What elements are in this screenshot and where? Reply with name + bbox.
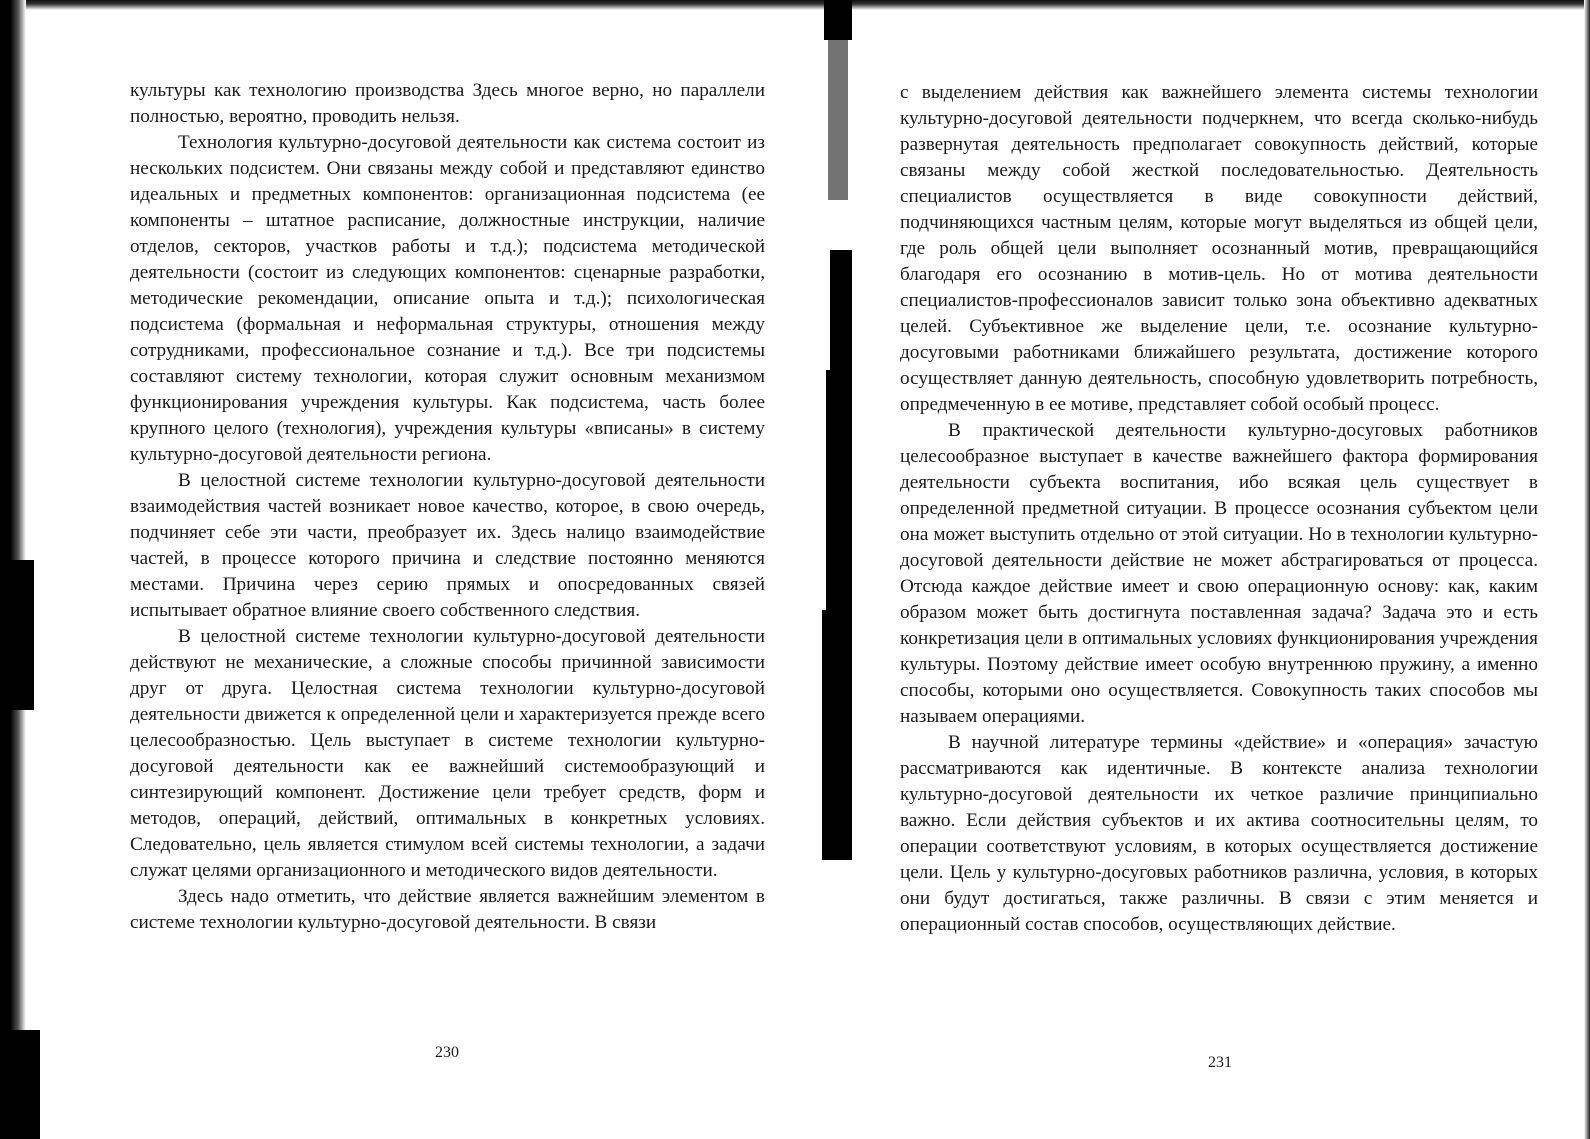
paragraph: культуры как технологию производства Здесь многое верно, но параллели полностью, вероятно, проводить нельзя. bbox=[130, 80, 765, 127]
paragraph: В практической деятельности культурно-досуговых работников целесообразное выступает в качестве важнейшего фактора формирования деятельности субъекта воспитания, ибо всякая цель существует в определенной предметной ситуации. В процессе осознания субъектом цели она может выступить отдельно от этой ситуации. Но в технологии культурно-досуговой деятельности действие не может абстрагироваться от процесса. Отсюда каждое действие имеет и свою операционную основу: как, каким образом может быть достигнута поставленная задача? Задача это и есть конкретизация цели в оптимальных условиях функционирования учреждения культуры. Поэтому действие имеет особую внутреннюю пружину, а именно способы, которыми оно осуществляется. Совокупность таких способов мы называем операциями. bbox=[900, 420, 1538, 727]
scan-top-border bbox=[0, 0, 1590, 10]
book-spine-shadow bbox=[818, 0, 856, 1139]
left-edge-shadow-lower bbox=[0, 1030, 40, 1139]
right-page-text bbox=[900, 80, 1538, 938]
paragraph: В целостной системе технологии культурно-досуговой деятельности взаимодействия частей возникает новое качество, которое, в свою очередь, подчиняет себе эти части, преобразует их. Здесь налицо взаимодействие частей, в процессе которого причина и следствие постоянно меняются местами. Причина через серию прямых и опосредованных связей испытывает обратное влияние своего собственного следствия. bbox=[130, 470, 765, 621]
paragraph: В целостной системе технологии культурно-досуговой деятельности действуют не механические, а сложные способы причинной зависимости друг от друга. Целостная система технологии культурно-досуговой деятельности движется к определенной цели и характеризуется прежде всего целесообразностью. Цель выступает в системе технологии культурно-досуговой деятельности как ее важнейший системообразующий и синтезирующий компонент. Достижение цели требует средств, форм и методов, операций, действий, оптимальных в конкретных условиях. Следовательно, цель является стимулом всей системы технологии, а задачи служат целями организационного и методического видов деятельности. bbox=[130, 626, 765, 881]
left-page-text bbox=[130, 78, 765, 936]
paragraph: с выделением действия как важнейшего элемента системы технологии культурно-досуговой деятельности подчеркнем, что всегда сколько-нибудь развернутая деятельность предполагает совокупность действий, которые связаны между собой жесткой последовательностью. Деятельность специалистов осуществляется в виде совокупности действий, подчиняющихся частным целям, которые могут выделяться из общей цели, где роль общей цели выполняет осознанный мотив, превращающийся благодаря его осознанию в мотив-цель. Но от мотива деятельности специалистов-профессионалов зависит только зона объективно адекватных целей. Субъективное же выделение цели, т.е. осознание культурно-досуговыми работниками ближайшего результата, достижение которого осуществляет данную деятельность, способную удовлетворить потребность, опредмеченную в ее мотиве, представляет собой особый процесс. bbox=[900, 82, 1538, 415]
right-scan-edge bbox=[1584, 0, 1590, 1139]
paragraph: В научной литературе термины «действие» и «операция» зачастую рассматриваются как идентичные. В контексте анализа технологии культурно-досуговой деятельности их четкое различие принципиально важно. Если действия субъектов и их актива соотносительны целям, то операции соответствуют условиям, в которых осуществляется достижение цели. Цель у культурно-досуговых работников различна, условия, в которых они будут достигаться, также различны. В связи с этим меняется и операционный состав способов, осуществляющих действие. bbox=[900, 732, 1538, 935]
left-edge-shadow bbox=[0, 560, 34, 710]
paragraph: Здесь надо отметить, что действие является важнейшим элементом в системе технологии культурно-досуговой деятельности. В связи bbox=[130, 886, 765, 933]
page-number-left: 230 bbox=[435, 1044, 459, 1061]
page-number-right: 231 bbox=[1208, 1054, 1232, 1071]
paragraph: Технология культурно-досуговой деятельности как система состоит из нескольких подсистем. Они связаны между собой и представляют единство идеальных и предметных компонентов: организационная подсистема (ее компоненты – штатное расписание, должностные инструкции, наличие отделов, секторов, участков работы и т.д.); подсистема методической деятельности (состоит из следующих компонентов: сценарные разработки, методические рекомендации, описание опыта и т.д.); психологическая подсистема (формальная и неформальная структуры, отношения между сотрудниками, профессиональное сознание и т.д.). Все три подсистемы составляют систему технологии, которая служит основным механизмом функционирования учреждения культуры. Как подсистема, часть более крупного целого (технология), учреждения культуры «вписаны» в систему культурно-досуговой деятельности региона. bbox=[130, 132, 765, 465]
